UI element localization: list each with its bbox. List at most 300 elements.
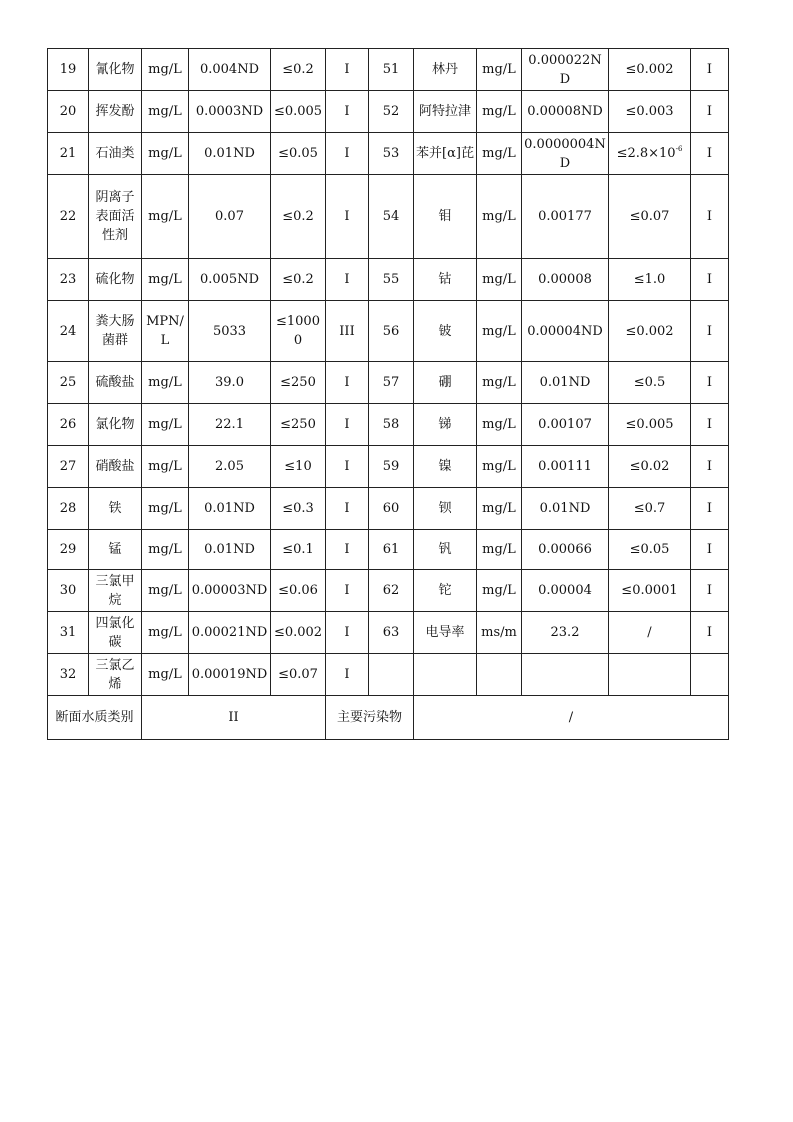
parameter-name-text: 氰化物 [95,62,135,77]
left-unit-cell [142,654,189,696]
right-quality-class-cell [691,570,729,612]
left-standard-limit-cell [271,612,326,654]
left-unit-cell [142,570,189,612]
item-number-text: 60 [382,501,400,516]
left-parameter-name-cell [89,446,142,488]
item-number-text: 25 [59,375,77,390]
left-quality-class-cell [326,612,369,654]
parameter-name-text: 四氯化碳 [95,615,135,650]
unit-text: mg/L [482,417,516,432]
left-measured-value-cell [189,404,271,446]
standard-limit-text: ≤0.2 [282,272,314,287]
right-measured-value-cell [522,612,609,654]
measured-value-text: 0.00004ND [527,323,603,339]
measured-value-text: 2.05 [215,459,244,474]
right-measured-value-cell [522,362,609,404]
measured-value-text: 0.00008ND [527,104,603,119]
right-unit-cell [477,612,522,654]
right-item-number-cell [369,404,414,446]
left-quality-class-cell [326,654,369,696]
unit-text: mg/L [482,146,516,161]
unit-text: mg/L [148,459,182,474]
left-item-number-cell [48,175,89,259]
parameter-name-text: 氯化物 [95,417,135,432]
quality-class-text: I [344,583,350,598]
standard-limit-text: ≤1.0 [633,272,666,287]
right-quality-class-cell [691,612,729,654]
right-unit-cell [477,654,522,696]
right-unit-cell [477,404,522,446]
measured-value-text: 0.00107 [538,417,592,432]
measured-value-text: 0.005ND [199,272,259,287]
right-standard-limit-cell [609,488,691,530]
item-number-text: 51 [382,62,400,77]
right-parameter-name-cell [414,301,477,362]
right-item-number-cell [369,133,414,175]
left-quality-class-cell [326,530,369,570]
exponent-text: -6 [675,145,683,153]
item-number-text: 55 [382,272,400,287]
right-parameter-name-cell [414,404,477,446]
unit-text: mg/L [482,323,516,339]
item-number-text: 26 [59,417,77,432]
right-parameter-name-cell [414,446,477,488]
standard-limit-text: ≤0.06 [278,583,318,598]
right-quality-class-cell [691,301,729,362]
right-measured-value-cell [522,175,609,259]
water-quality-table [47,48,729,740]
item-number-text: 62 [382,583,400,598]
unit-text: mg/L [148,542,182,557]
right-quality-class-cell [691,446,729,488]
standard-limit-text: ≤0.02 [629,459,670,474]
left-quality-class-cell [326,49,369,91]
left-parameter-name-cell [89,175,142,259]
left-parameter-name-cell [89,362,142,404]
table-row [48,404,729,446]
unit-text: mg/L [148,501,182,516]
left-parameter-name-cell [89,259,142,301]
right-measured-value-cell [522,446,609,488]
left-standard-limit-cell [271,404,326,446]
left-item-number-cell [48,612,89,654]
quality-class-text: I [706,272,713,287]
parameter-name-text: 阿特拉津 [418,104,471,119]
parameter-name-text: 钼 [438,209,452,224]
left-parameter-name-cell [89,612,142,654]
left-unit-cell [142,404,189,446]
table-row [48,362,729,404]
left-measured-value-cell [189,612,271,654]
right-quality-class-cell [691,362,729,404]
standard-limit-text: ≤0.2 [282,209,314,224]
quality-class-text: I [706,323,713,339]
left-standard-limit-cell [271,530,326,570]
right-measured-value-cell [522,654,609,696]
measured-value-text: 0.00066 [538,542,592,557]
item-number-text: 32 [59,667,77,682]
unit-text: mg/L [482,272,516,287]
parameter-name-text: 苯并[α]芘 [416,146,474,161]
item-number-text: 53 [382,146,400,161]
right-quality-class-cell [691,175,729,259]
unit-text: mg/L [148,375,182,390]
left-measured-value-cell [189,488,271,530]
standard-limit-text: ≤0.005 [625,417,674,432]
left-standard-limit-cell [271,488,326,530]
table-row [48,49,729,91]
right-parameter-name-cell [414,570,477,612]
left-unit-cell [142,446,189,488]
table-row [48,612,729,654]
parameter-name-text: 硝酸盐 [95,459,135,474]
item-number-text: 20 [59,104,77,119]
quality-class-text: I [344,625,350,640]
quality-class-text: I [706,146,713,161]
quality-class-text: I [706,459,713,474]
left-measured-value-cell [189,654,271,696]
right-parameter-name-cell [414,362,477,404]
parameter-name-text: 铁 [108,501,122,516]
table-row [48,175,729,259]
table-row [48,570,729,612]
right-item-number-cell [369,488,414,530]
left-standard-limit-cell [271,175,326,259]
parameter-name-text: 钒 [438,542,452,557]
right-quality-class-cell [691,259,729,301]
standard-limit-text: ≤0.7 [633,501,666,516]
left-measured-value-cell [189,91,271,133]
unit-text: mg/L [482,209,516,224]
right-measured-value-cell [522,488,609,530]
right-standard-limit-cell [609,654,691,696]
right-standard-limit-cell [609,301,691,362]
left-standard-limit-cell [271,362,326,404]
measured-value-text: 0.0003ND [195,104,264,119]
right-quality-class-cell [691,133,729,175]
standard-limit-text: ≤0.07 [278,667,318,682]
standard-limit-text: ≤0.07 [629,209,670,224]
left-measured-value-cell [189,570,271,612]
quality-class-text: I [344,501,350,516]
right-item-number-cell [369,612,414,654]
parameter-name-text: 铊 [438,583,452,598]
quality-class-text: I [706,417,713,432]
left-unit-cell [142,259,189,301]
right-parameter-name-cell [414,91,477,133]
item-number-text: 27 [59,459,77,474]
left-standard-limit-cell [271,91,326,133]
left-item-number-cell [48,654,89,696]
standard-limit-text: ≤0.1 [282,542,314,557]
parameter-name-text: 硫化物 [95,272,135,287]
standard-limit-text: ≤0.002 [625,62,674,77]
table-row [48,530,729,570]
left-parameter-name-cell [89,570,142,612]
measured-value-text: 0.00111 [538,459,592,474]
left-measured-value-cell [189,446,271,488]
quality-class-text: I [706,625,713,640]
measured-value-text: 0.0000004ND [524,136,606,171]
right-parameter-name-cell [414,259,477,301]
main-pollutant-label: 主要污染物 [326,696,414,740]
unit-text: mg/L [148,583,182,598]
table-row [48,259,729,301]
right-unit-cell [477,570,522,612]
left-parameter-name-cell [89,488,142,530]
standard-limit-text: ≤0.5 [633,375,666,390]
quality-class-text: I [706,542,713,557]
quality-class-text: I [344,104,350,119]
right-parameter-name-cell [414,654,477,696]
right-measured-value-cell [522,570,609,612]
measured-value-text: 23.2 [550,625,580,640]
item-number-text: 21 [59,146,77,161]
item-number-text: 23 [59,272,77,287]
unit-text: mg/L [148,146,182,161]
measured-value-text: 0.01ND [539,375,591,390]
right-standard-limit-cell [609,530,691,570]
measured-value-text: 0.00004 [538,583,592,598]
right-standard-limit-cell [609,49,691,91]
right-item-number-cell [369,259,414,301]
left-quality-class-cell [326,133,369,175]
right-standard-limit-cell [609,259,691,301]
item-number-text: 19 [59,62,77,77]
standard-limit-text: ≤0.05 [278,146,318,161]
right-standard-limit-cell [609,446,691,488]
measured-value-text: 0.01ND [204,542,255,557]
quality-class-text: I [344,146,350,161]
right-item-number-cell [369,530,414,570]
left-measured-value-cell [189,259,271,301]
left-measured-value-cell [189,133,271,175]
right-unit-cell [477,133,522,175]
quality-class-text: I [344,667,350,682]
right-measured-value-cell [522,301,609,362]
measured-value-text: 0.07 [215,209,244,224]
parameter-name-text: 硼 [438,375,452,390]
measured-value-text: 0.00003ND [191,583,268,598]
left-standard-limit-cell [271,133,326,175]
table-row [48,654,729,696]
measured-value-text: 0.000022ND [528,52,602,87]
left-measured-value-cell [189,49,271,91]
parameter-name-text: 钴 [438,272,452,287]
item-number-text: 52 [382,104,400,119]
left-unit-cell [142,175,189,259]
right-unit-cell [477,530,522,570]
item-number-text: 58 [382,417,400,432]
unit-text: mg/L [482,104,516,119]
item-number-text: 24 [59,323,77,339]
right-parameter-name-cell [414,612,477,654]
unit-text: mg/L [482,501,516,516]
right-unit-cell [477,488,522,530]
left-standard-limit-cell [271,49,326,91]
item-number-text: 61 [382,542,400,557]
parameter-name-text: 锰 [108,542,122,557]
left-parameter-name-cell [89,301,142,362]
right-item-number-cell [369,175,414,259]
unit-text: MPN/L [146,314,184,348]
left-measured-value-cell [189,362,271,404]
table-row [48,301,729,362]
quality-class-text: I [344,459,350,474]
parameter-name-text: 石油类 [95,146,135,161]
right-unit-cell [477,175,522,259]
unit-text: mg/L [148,625,182,640]
right-item-number-cell [369,49,414,91]
right-standard-limit-cell [609,175,691,259]
right-item-number-cell [369,654,414,696]
left-item-number-cell [48,259,89,301]
right-item-number-cell [369,446,414,488]
item-number-text: 54 [382,209,400,224]
unit-text: mg/L [148,417,182,432]
left-standard-limit-cell [271,654,326,696]
right-unit-cell [477,259,522,301]
left-item-number-cell [48,446,89,488]
measured-value-text: 0.01ND [204,501,255,516]
standard-limit-text: ≤0.002 [625,323,674,339]
item-number-text: 29 [59,542,77,557]
main-pollutant-value: / [414,696,729,740]
standard-limit-text: ≤0.0001 [621,583,678,598]
left-item-number-cell [48,530,89,570]
right-measured-value-cell [522,530,609,570]
standard-limit-text: ≤250 [280,375,316,390]
parameter-name-text: 三氯甲烷 [95,573,135,608]
left-measured-value-cell [189,175,271,259]
right-quality-class-cell [691,404,729,446]
quality-class-text: I [706,583,713,598]
table-row [48,446,729,488]
quality-class-text: III [339,323,355,339]
right-measured-value-cell [522,49,609,91]
measured-value-text: 0.00019ND [191,667,268,682]
standard-limit-text: ≤0.003 [625,104,674,119]
standard-limit-text: ≤10 [284,459,312,474]
left-quality-class-cell [326,301,369,362]
standard-limit-text: ≤0.002 [273,625,323,640]
right-quality-class-cell [691,654,729,696]
parameter-name-text: 铍 [438,323,452,339]
left-item-number-cell [48,49,89,91]
unit-text: mg/L [148,104,182,119]
parameter-name-text: 三氯乙烯 [95,657,135,692]
right-parameter-name-cell [414,488,477,530]
standard-limit-text: ≤0.2 [282,62,314,77]
item-number-text: 57 [382,375,400,390]
parameter-name-text: 锑 [438,417,452,432]
left-quality-class-cell [326,446,369,488]
left-unit-cell [142,488,189,530]
left-quality-class-cell [326,259,369,301]
quality-class-text: I [706,501,713,516]
quality-class-text: I [344,272,350,287]
left-item-number-cell [48,570,89,612]
measured-value-text: 39.0 [215,375,244,390]
item-number-text: 30 [59,583,77,598]
right-parameter-name-cell [414,49,477,91]
parameter-name-text: 镍 [438,459,452,474]
right-item-number-cell [369,301,414,362]
left-standard-limit-cell [271,570,326,612]
left-item-number-cell [48,133,89,175]
right-unit-cell [477,446,522,488]
unit-text: mg/L [148,272,182,287]
left-quality-class-cell [326,488,369,530]
quality-class-text: I [706,62,713,77]
left-parameter-name-cell [89,654,142,696]
quality-class-text: I [706,375,713,390]
left-quality-class-cell [326,404,369,446]
quality-class-text: I [344,417,350,432]
right-measured-value-cell [522,259,609,301]
quality-class-text: I [706,209,713,224]
left-item-number-cell [48,301,89,362]
item-number-text: 31 [59,625,77,640]
section-class-label: 断面水质类别 [48,696,142,740]
measured-value-text: 5033 [212,323,247,339]
right-item-number-cell [369,570,414,612]
left-parameter-name-cell [89,530,142,570]
unit-text: mg/L [148,209,182,224]
right-standard-limit-cell [609,91,691,133]
left-quality-class-cell [326,175,369,259]
right-standard-limit-cell [609,612,691,654]
left-item-number-cell [48,362,89,404]
left-quality-class-cell [326,570,369,612]
right-quality-class-cell [691,91,729,133]
parameter-name-text: 钡 [438,501,452,516]
item-number-text: 63 [382,625,400,640]
left-parameter-name-cell [89,404,142,446]
left-quality-class-cell [326,362,369,404]
left-item-number-cell [48,404,89,446]
right-quality-class-cell [691,530,729,570]
right-unit-cell [477,362,522,404]
measured-value-text: 0.00008 [538,272,592,287]
left-parameter-name-cell [89,49,142,91]
table-body [48,49,729,740]
standard-limit-text: ≤0.05 [629,542,670,557]
unit-text: mg/L [148,62,182,77]
item-number-text: 56 [382,323,400,339]
left-standard-limit-cell [271,259,326,301]
parameter-name-text: 挥发酚 [95,104,135,119]
unit-text: mg/L [482,583,516,598]
measured-value-text: 0.00021ND [191,625,268,640]
table-row [48,133,729,175]
right-parameter-name-cell [414,530,477,570]
left-unit-cell [142,530,189,570]
quality-class-text: I [344,209,350,224]
quality-class-text: I [344,542,350,557]
left-unit-cell [142,133,189,175]
parameter-name-text: 硫酸盐 [95,375,135,390]
parameter-name-text: 阴离子表面活性剂 [95,190,135,243]
left-measured-value-cell [189,301,271,362]
quality-class-text: I [344,375,350,390]
left-measured-value-cell [189,530,271,570]
parameter-name-text: 粪大肠菌群 [95,314,135,348]
left-item-number-cell [48,488,89,530]
left-standard-limit-cell [271,301,326,362]
right-standard-limit-cell [609,362,691,404]
parameter-name-text: 林丹 [431,62,458,77]
